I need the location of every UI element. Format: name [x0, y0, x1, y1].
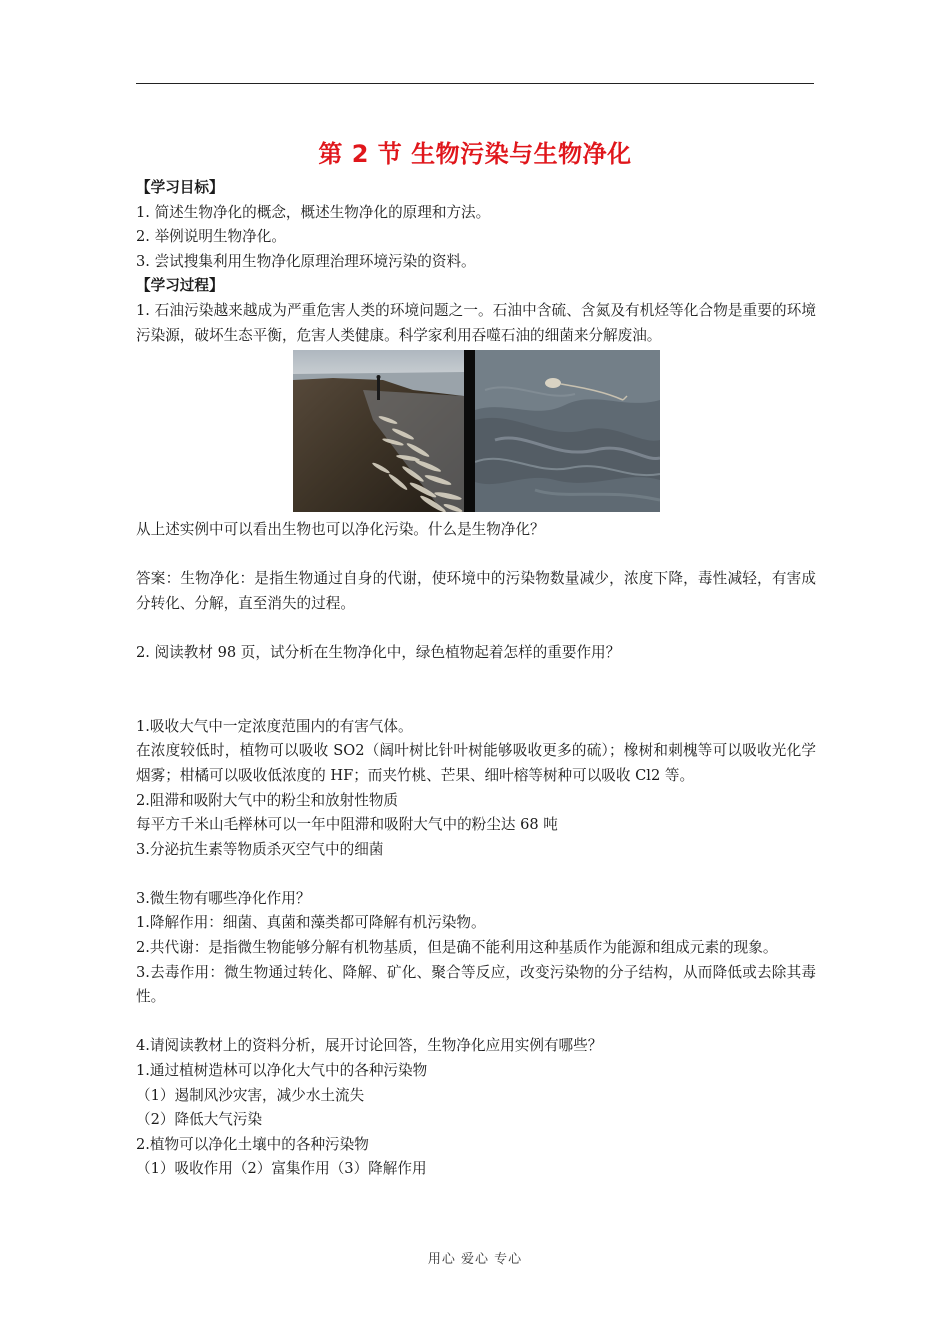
- goal-item: 2. 举例说明生物净化。: [136, 228, 286, 246]
- question-1-text: 1. 石油污染越来越成为严重危害人类的环境问题之一。石油中含硫、含氮及有机烃等化合物是重要的环境污染源，破坏生态平衡，危害人类健康。科学家利用吞噬石油的细菌来分解废油。: [136, 301, 816, 344]
- goals-heading: 【学习目标】: [136, 179, 224, 196]
- example-item: （1）吸收作用（2）富集作用（3）降解作用: [136, 1160, 427, 1178]
- page-footer: 用心 爱心 专心: [427, 1252, 523, 1267]
- example-item: 1.通过植树造林可以净化大气中的各种污染物: [136, 1062, 428, 1080]
- micro-point: 1.降解作用：细菌、真菌和藻类都可降解有机污染物。: [136, 914, 486, 932]
- spacer: [136, 617, 816, 642]
- goal-item: 1. 简述生物净化的概念，概述生物净化的原理和方法。: [136, 203, 491, 221]
- oil-pollution-photo: [293, 350, 660, 512]
- spacer: [136, 543, 816, 568]
- question-1-prompt: 从上述实例中可以看出生物也可以净化污染。什么是生物净化？: [136, 521, 545, 539]
- question-2-text: 2. 阅读教材 98 页，试分析在生物净化中，绿色植物起着怎样的重要作用？: [136, 644, 621, 662]
- spacer: [136, 862, 816, 887]
- example-item: （1）遏制风沙灾害，减少水土流失: [136, 1086, 365, 1104]
- header-rule: [136, 83, 814, 84]
- photo-row: [136, 350, 816, 512]
- dead-fish-shore-photo: [293, 350, 464, 512]
- page-title: 第 2 节 生物污染与生物净化: [318, 140, 632, 168]
- question-3-text: 3.微生物有哪些净化作用？: [136, 889, 311, 907]
- goal-item: 3. 尝试搜集利用生物净化原理治理环境污染的资料。: [136, 252, 476, 270]
- example-item: （2）降低大气污染: [136, 1111, 263, 1129]
- micro-point: 2.共代谢：是指微生物能够分解有机物基质，但是确不能利用这种基质作为能源和组成元素的现象。: [136, 939, 778, 957]
- plant-point: 2.阻滞和吸附大气中的粉尘和放射性物质: [136, 791, 399, 809]
- oil-slick-water-photo: [475, 350, 660, 512]
- plant-point: 1.吸收大气中一定浓度范围内的有害气体。: [136, 717, 413, 735]
- photo-divider: [464, 350, 475, 512]
- spacer: [136, 1010, 816, 1035]
- plant-point: 3.分泌抗生素等物质杀灭空气中的细菌: [136, 840, 384, 858]
- plant-point: 在浓度较低时，植物可以吸收 SO2（阔叶树比针叶树能够吸收更多的硫）；橡树和刺槐等可以吸收光化学烟雾；柑橘可以吸收低浓度的 HF；而夹竹桃、芒果、细叶榕等树种可以吸收 Cl2 等。: [136, 742, 816, 784]
- process-heading: 【学习过程】: [136, 277, 224, 295]
- micro-point: 3.去毒作用：微生物通过转化、降解、矿化、聚合等反应，改变污染物的分子结构，从而降低或去除其毒性。: [136, 963, 816, 1006]
- document-body: [136, 176, 816, 1182]
- question-1-answer: 答案：生物净化：是指生物通过自身的代谢，使环境中的污染物数量减少，浓度下降，毒性减轻，有害成分转化、分解，直至消失的过程。: [136, 570, 816, 612]
- spacer: [136, 666, 816, 715]
- plant-point: 每平方千米山毛榉林可以一年中阻滞和吸附大气中的粉尘达 68 吨: [136, 816, 558, 834]
- example-item: 2.植物可以净化土壤中的各种污染物: [136, 1135, 369, 1153]
- question-4-text: 4.请阅读教材上的资料分析，展开讨论回答，生物净化应用实例有哪些？: [136, 1037, 603, 1055]
